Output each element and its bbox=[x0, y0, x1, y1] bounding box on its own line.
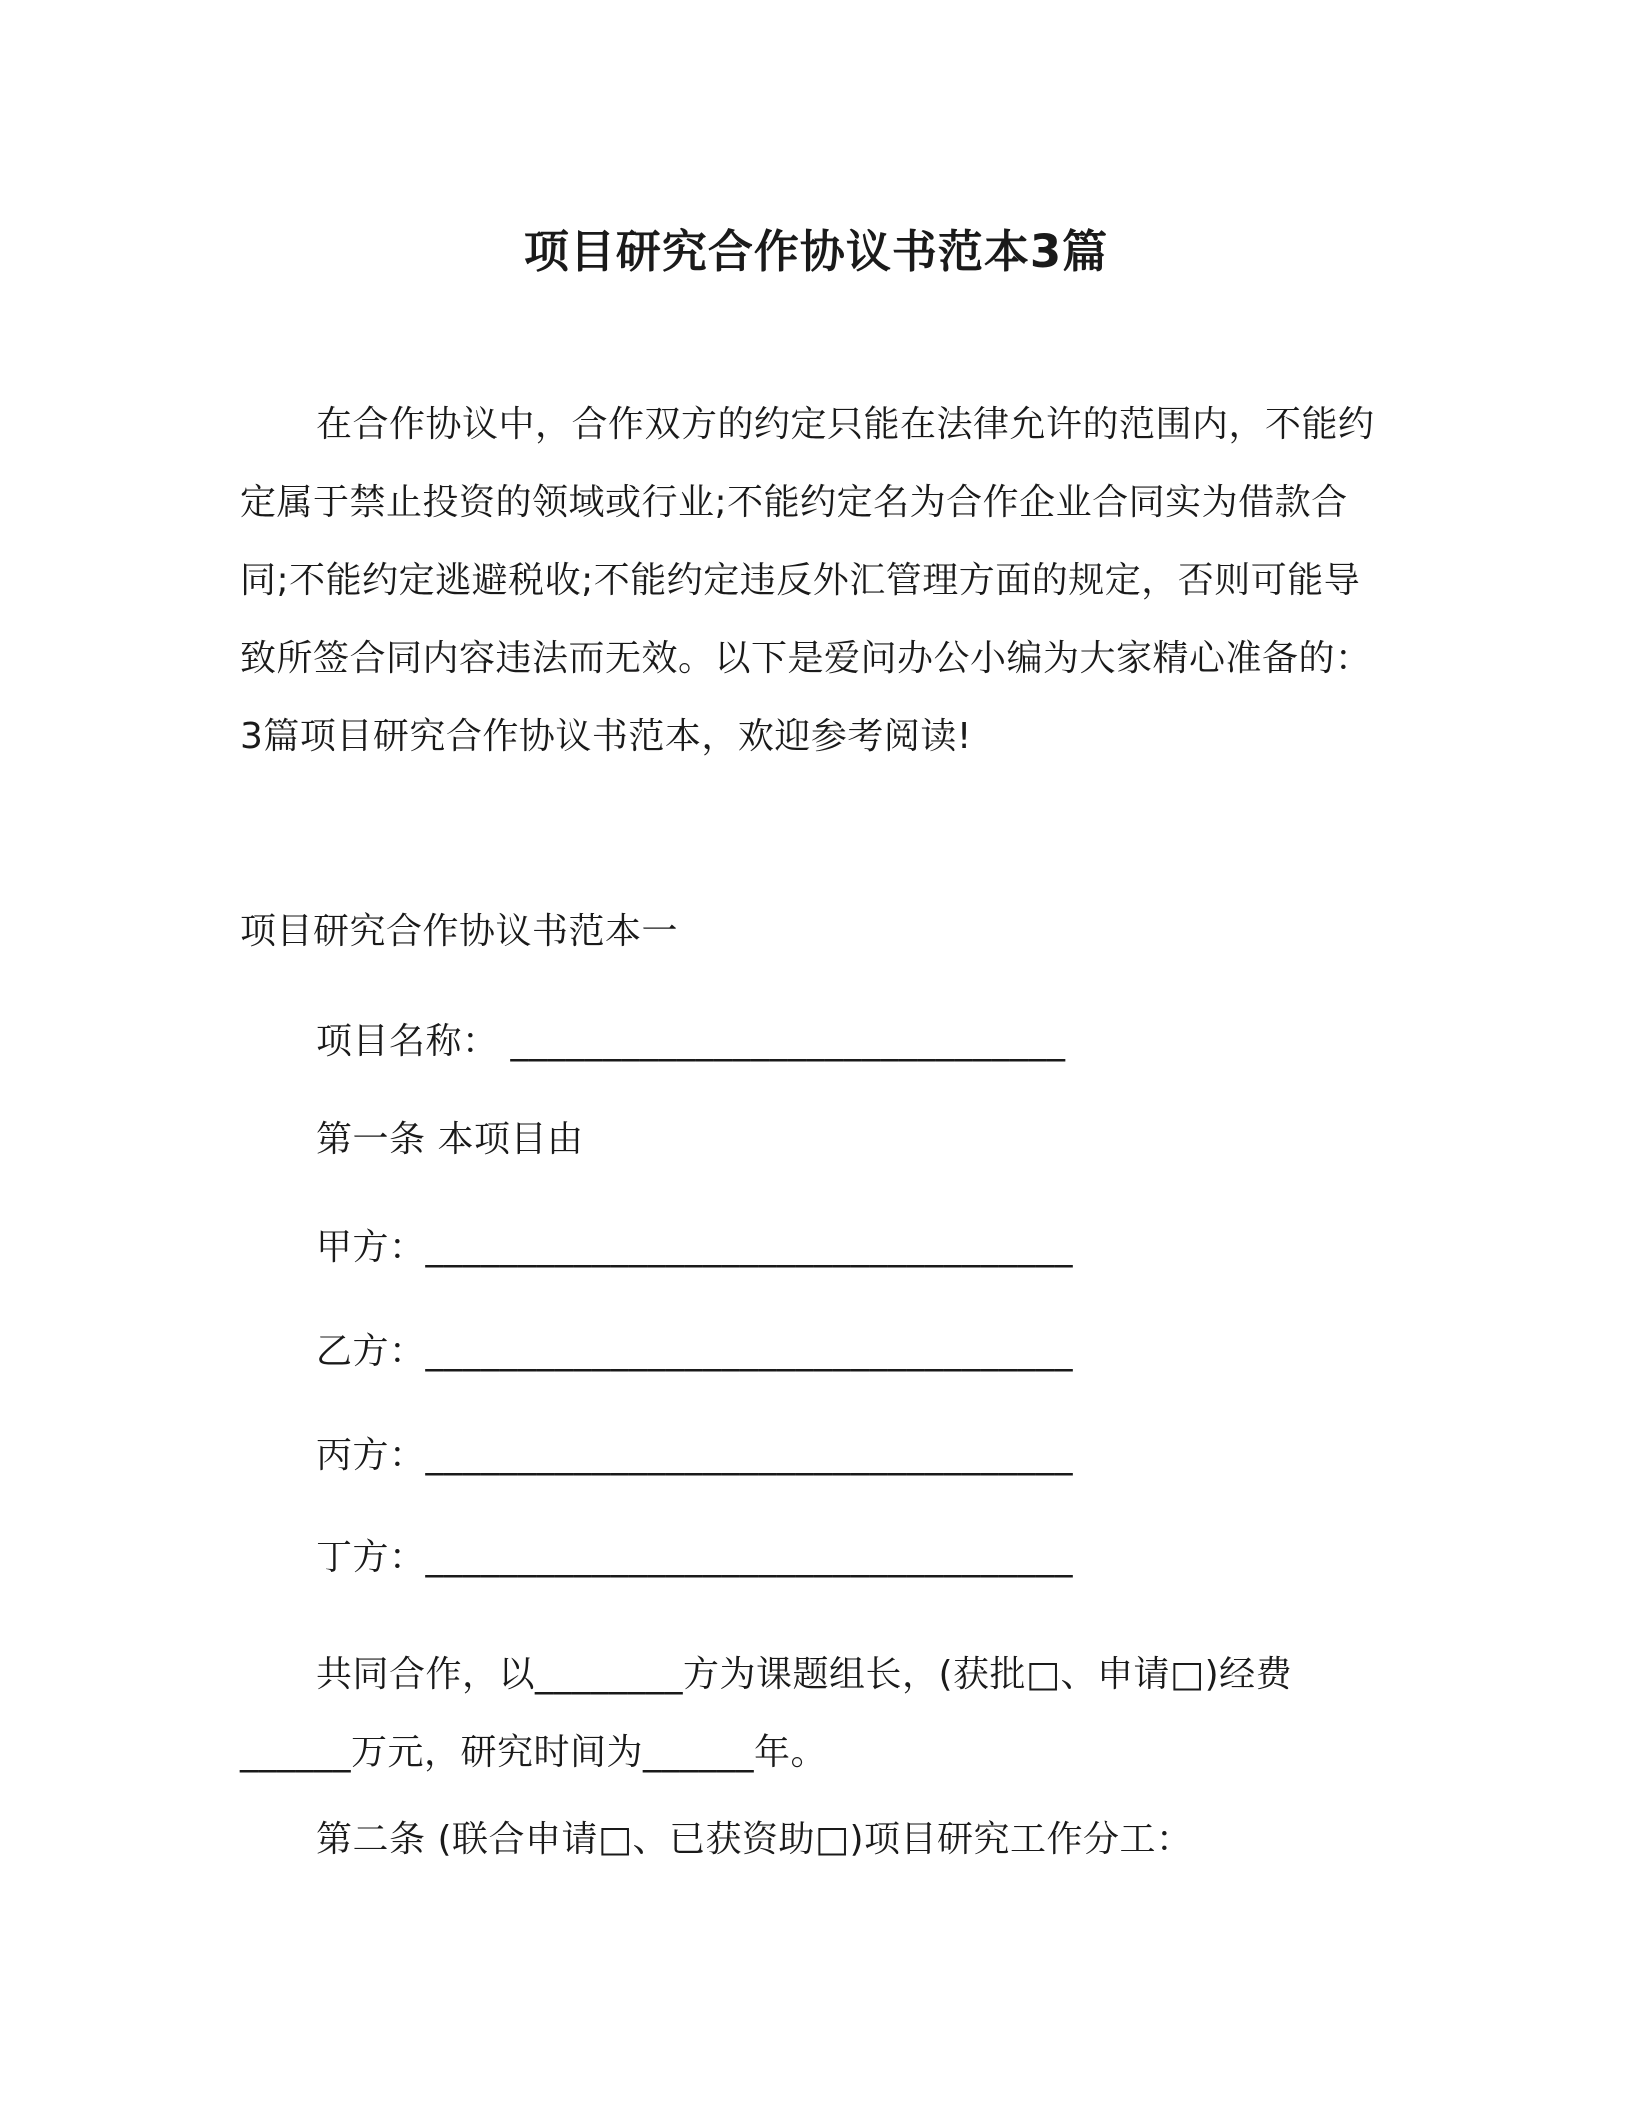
project-name-line: 项目名称： ______________________________ bbox=[316, 1021, 1066, 1062]
party-a-line: 甲方：___________________________________ bbox=[316, 1227, 1074, 1268]
article-two: 第二条 (联合申请□、已获资助□)项目研究工作分工： bbox=[316, 1819, 1193, 1860]
party-d-line: 丁方：___________________________________ bbox=[316, 1537, 1074, 1578]
cooperation-paragraph: 共同合作，以________方为课题组长，(获批□、申请□)经费______万元，研究时间为______年。 bbox=[240, 1654, 1293, 1773]
intro-paragraph: 在合作协议中，合作双方的约定只能在法律允许的范围内，不能约定属于禁止投资的领域或行业;不能约定名为合作企业合同实为借款合同;不能约定逃避税收;不能约定违反外汇管理方面的规定，否则可能导致所签合同内容违法而无效。以下是爱问办公小编为大家精心准备的：3篇项目研究合作协议书范本，欢迎参考阅读! bbox=[240, 404, 1375, 757]
document-title: 项目研究合作协议书范本3篇 bbox=[523, 225, 1109, 278]
article-one: 第一条 本项目由 bbox=[316, 1119, 584, 1160]
party-c-line: 丙方：___________________________________ bbox=[316, 1435, 1074, 1476]
party-b-line: 乙方：___________________________________ bbox=[316, 1331, 1074, 1372]
section-heading: 项目研究合作协议书范本一 bbox=[240, 911, 679, 952]
